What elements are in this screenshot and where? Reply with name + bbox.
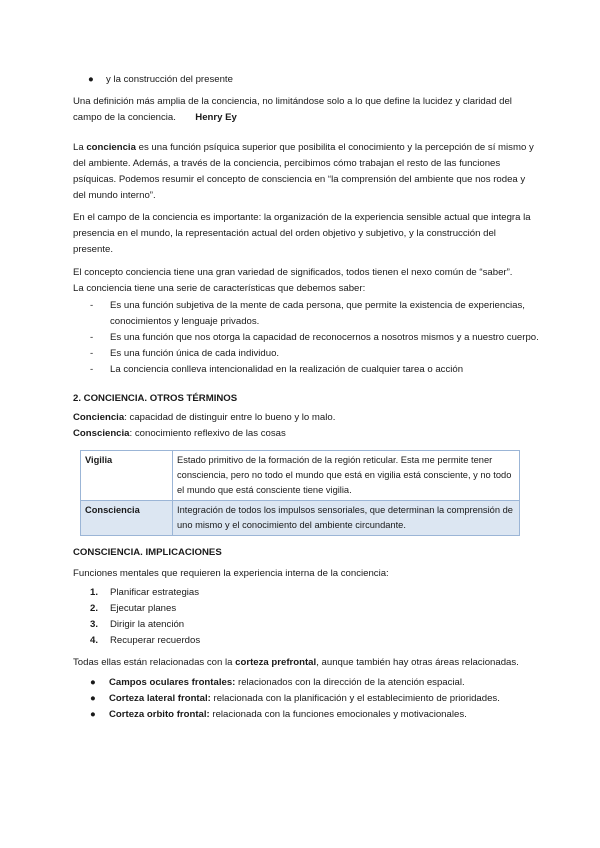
bullet-dot: ● (88, 74, 94, 85)
concepto-paragraph (73, 265, 535, 297)
related-rest: , aunque también hay otras áreas relacionadas. (316, 657, 519, 668)
para3-line2: La conciencia tiene una serie de características que debemos saber: (73, 283, 366, 294)
areas-list (90, 675, 570, 723)
list-item-text: Es una función única de cada individuo. (110, 348, 280, 359)
table-definition: Integración de todos los impulsos sensoriales, que determinan la comprensión de uno mismo y el conocimiento del ambiente circundante. (173, 501, 520, 536)
area-description: relacionados con la dirección de la atención espacial. (235, 677, 465, 688)
table-term: Vigilia (81, 451, 173, 501)
term1-label: Conciencia (73, 412, 125, 423)
section2-heading: 2. CONCIENCIA. OTROS TÉRMINOS (73, 393, 238, 404)
list-item: - La conciencia conlleva intencionalidad en la realización de cualquier tarea o acción (90, 364, 464, 375)
para2-text: En el campo de la conciencia es importante: la organización de la experiencia sensible actual que integra la presencia en el mundo, la representación actual del orden objetivo y subjetivo, y la construcción del presente. (73, 212, 531, 255)
section3-heading: CONSCIENCIA. IMPLICACIONES (73, 547, 222, 558)
list-item-text: Ejecutar planes (110, 603, 177, 614)
term2-label: Consciencia (73, 428, 130, 439)
area-name: Corteza orbito frontal: (109, 709, 210, 720)
definition-text: Una definición más amplia de la conciencia, no limitándose solo a lo que define la lucidez y claridad del campo de la conciencia. (73, 96, 512, 123)
bullet-dot: ● (90, 677, 96, 688)
top-bullet (88, 72, 233, 88)
table-definition: Estado primitivo de la formación de la región reticular. Esta me permite tener consciencia, pero no todo el mundo que está en vigilia está consciente, y no todo el mundo que está consciente tiene vigilia. (173, 451, 520, 501)
bullet-dot: ● (90, 709, 96, 720)
related-prefix: Todas ellas están relacionadas con la (73, 657, 236, 668)
area-description: relacionada con la funciones emocionales y motivacionales. (209, 709, 467, 720)
list-number: 3. (90, 619, 99, 630)
characteristics-list (90, 298, 550, 378)
campo-paragraph (73, 210, 535, 258)
list-item-text: Recuperar recuerdos (110, 635, 201, 646)
table-row (81, 501, 520, 536)
table-term: Consciencia (81, 501, 173, 536)
top-bullet-text: y la construcción del presente (106, 74, 233, 85)
definition-author: Henry Ey (195, 112, 237, 123)
area-name: Corteza lateral frontal: (109, 693, 211, 704)
list-item-text: Dirigir la atención (110, 619, 185, 630)
functions-intro: Funciones mentales que requieren la experiencia interna de la conciencia: (73, 568, 389, 579)
list-item (90, 691, 570, 707)
bullet-dot: ● (90, 693, 96, 704)
list-item: - Es una función que nos otorga la capacidad de reconocernos a nosotros mismos y a nuestro cuerpo. (90, 332, 539, 343)
term2-text: : conocimiento reflexivo de las cosas (129, 428, 286, 439)
area-name: Campos oculares frontales: (109, 677, 236, 688)
list-item (90, 675, 570, 691)
terms-block (73, 410, 535, 442)
list-item-text: Planificar estrategias (110, 587, 200, 598)
para1-prefix: La (73, 142, 87, 153)
list-item (90, 707, 570, 723)
term1-text: : capacidad de distinguir entre lo bueno y lo malo. (124, 412, 336, 423)
area-description: relacionada con la planificación y el establecimiento de prioridades. (210, 693, 500, 704)
list-item (90, 617, 200, 633)
definition-paragraph (73, 94, 535, 126)
term-consciencia (73, 426, 535, 442)
list-item (90, 633, 200, 649)
table-row (81, 451, 520, 501)
definitions-table (80, 450, 520, 536)
list-item (90, 585, 200, 601)
list-item: - Es una función subjetiva de la mente de cada persona, que permite la existencia de experiencias, conocimientos y lenguaje privados. (90, 300, 525, 327)
related-bold: corteza prefrontal (235, 657, 317, 668)
related-paragraph (73, 655, 535, 671)
para3-line1: El concepto conciencia tiene una gran variedad de significados, todos tienen el nexo común de “saber”. (73, 267, 513, 278)
conciencia-paragraph (73, 140, 535, 204)
list-number: 4. (90, 635, 99, 646)
list-item-text: La conciencia conlleva intencionalidad en la realización de cualquier tarea o acción (110, 364, 464, 375)
functions-list (90, 585, 200, 649)
list-number: 1. (90, 587, 99, 598)
list-number: 2. (90, 603, 99, 614)
para1-bold: conciencia (86, 142, 136, 153)
para1-rest: es una función psíquica superior que posibilita el conocimiento y la percepción de sí mismo y del ambiente. Además, a través de la conciencia, percibimos cómo trabajan el resto de las funciones psíquicas. Podemos resumir el concepto de consciencia en “la comprensión del ambiente que nos rodea y del mundo interno”. (73, 142, 534, 201)
list-item: - Es una función única de cada individuo. (90, 348, 280, 359)
list-item (90, 601, 200, 617)
list-item-text: Es una función que nos otorga la capacidad de reconocernos a nosotros mismos y a nuestro cuerpo. (110, 332, 539, 343)
list-item-text: Es una función subjetiva de la mente de cada persona, que permite la existencia de experiencias, conocimientos y lenguaje privados. (110, 300, 525, 327)
term-conciencia (73, 410, 535, 426)
